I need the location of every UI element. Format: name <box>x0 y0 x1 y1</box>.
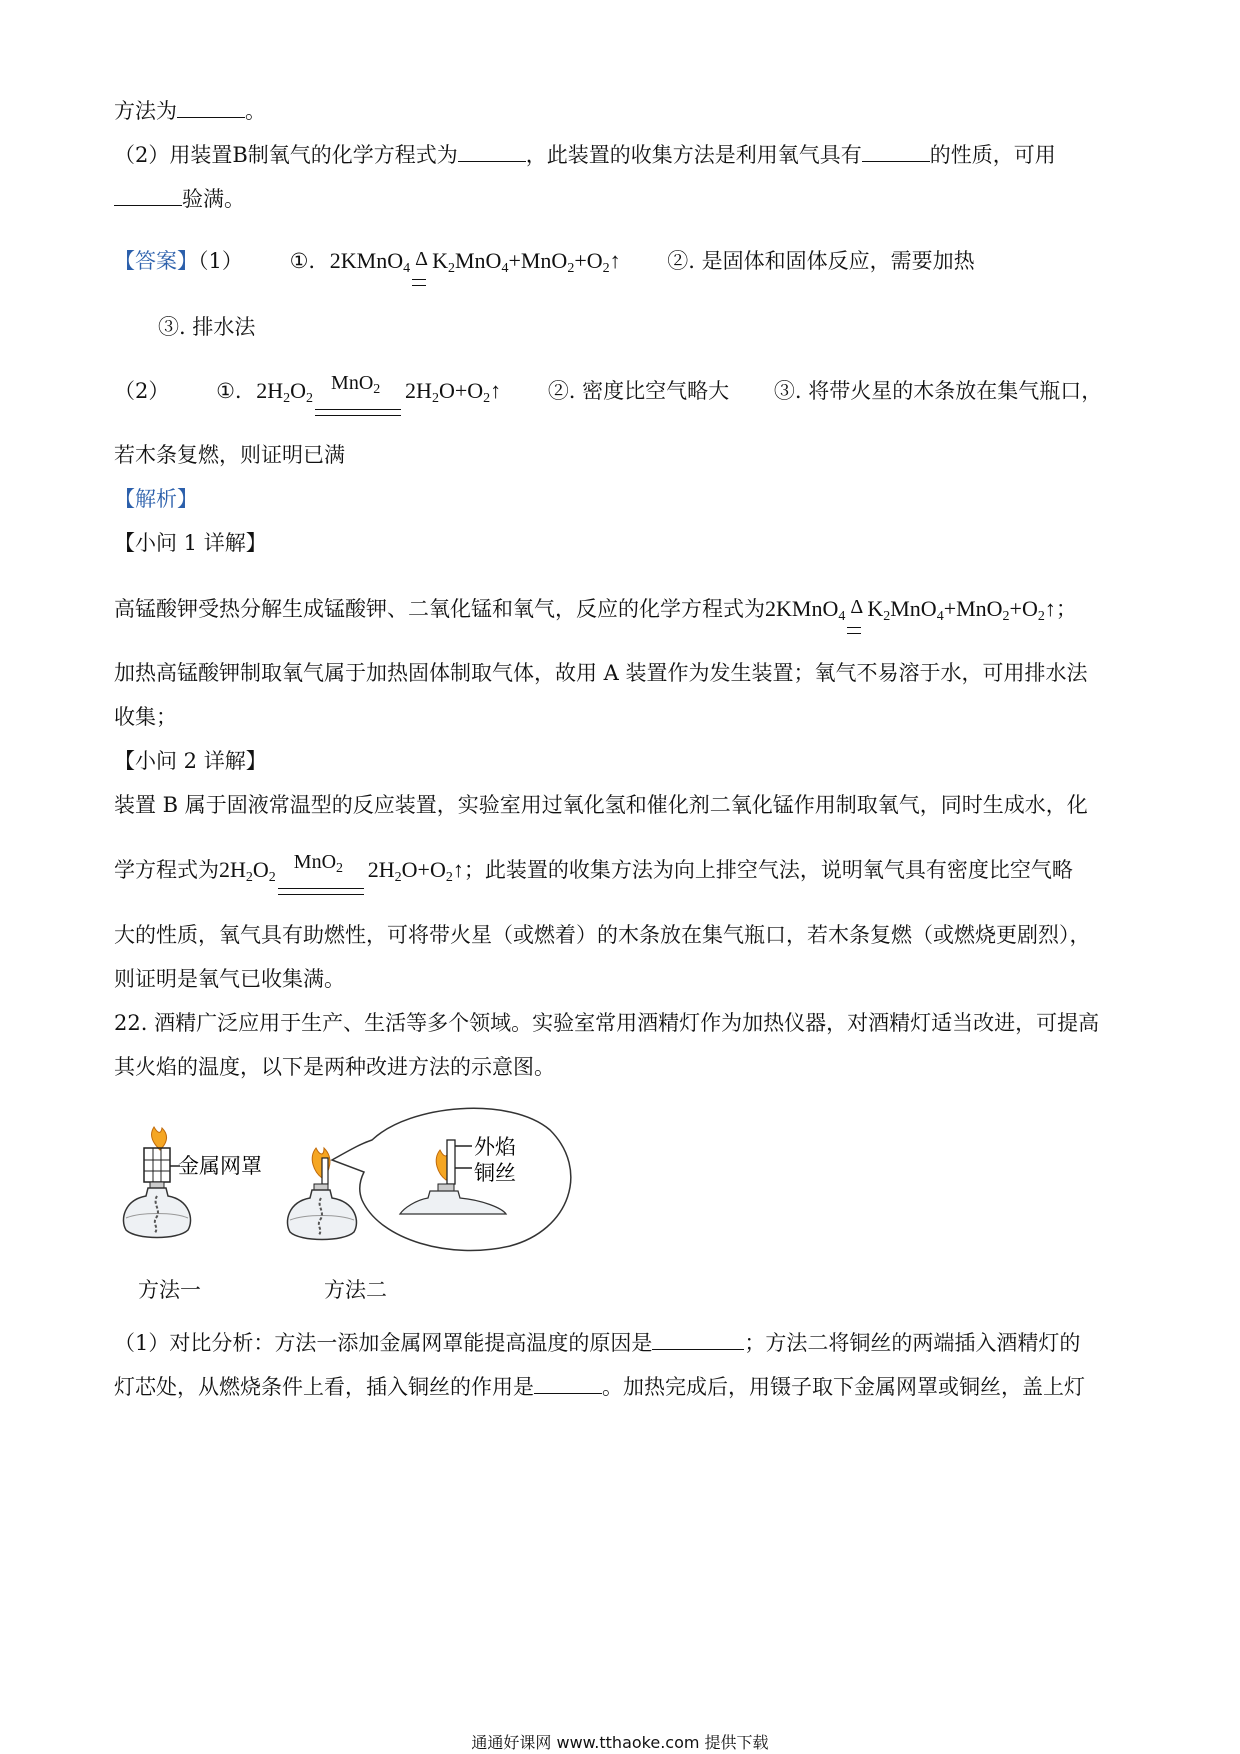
analysis-text: ； <box>1055 597 1077 621</box>
equation-h2o2: $2H_2O_2$ MnO$_2$ $2H_2O+O_2↑$ <box>219 855 464 885</box>
catalyst-text: MnO <box>331 372 374 394</box>
label-outer-flame: 外焰 <box>474 1135 516 1159</box>
q22-text: （1）对比分析：方法一添加金属网罩能提高温度的原因是 <box>114 1331 653 1355</box>
eq-term: O+O <box>401 857 446 882</box>
answer-line-1 <box>114 246 975 276</box>
eq-term: 2H <box>219 857 246 882</box>
analysis-text: 高锰酸钾受热分解生成锰酸钾、二氧化锰和氧气，反应的化学方程式为 <box>114 597 765 621</box>
part-label: （1） <box>198 249 243 273</box>
item-text: ③. 将带火星的木条放在集气瓶口， <box>773 379 1103 403</box>
caption-method-2: 方法二 <box>324 1278 387 1302</box>
catalyst-text: MnO <box>293 851 337 873</box>
q22-part1-line-1 <box>114 1328 1080 1358</box>
eq-term: O+O <box>438 378 484 403</box>
eq-double-bar <box>847 627 861 634</box>
answer-blank <box>114 185 182 206</box>
lamp-method-1 <box>123 1127 190 1238</box>
item-text: 若木条复燃，则证明已满 <box>114 443 345 467</box>
item-text: ③. 排水法 <box>158 315 256 339</box>
answer-blank <box>534 1373 602 1394</box>
item-number: ①. <box>289 249 316 273</box>
answer-line-4 <box>114 440 345 470</box>
gas-arrow: ↑ <box>490 378 502 403</box>
label-metal-mesh: 金属网罩 <box>178 1154 262 1178</box>
item-text: ②. 是固体和固体反应，需要加热 <box>667 249 975 273</box>
metal-mesh-cover <box>144 1148 170 1182</box>
heat-symbol: Δ <box>415 248 428 270</box>
q21-line-3 <box>114 184 245 214</box>
eq-double-bar <box>278 888 364 895</box>
q21-line-2 <box>114 140 1056 170</box>
answer-blank <box>458 141 526 162</box>
eq-term: +MnO <box>508 248 568 273</box>
analysis-2-line-1: 装置 B 属于固液常温型的反应装置，实验室用过氧化氢和催化剂二氧化锰作用制取氧气，同时生成水，化 <box>114 793 1088 817</box>
eq-term: MnO <box>455 248 502 273</box>
answer-blank <box>862 141 930 162</box>
q22-line-2: 其火焰的温度，以下是两种改进方法的示意图。 <box>114 1055 555 1079</box>
label-copper-wire: 铜丝 <box>474 1161 516 1185</box>
eq-term: +O <box>1009 596 1038 621</box>
answer-tag: 【答案】 <box>114 249 198 273</box>
q21-text: （2）用装置B制氧气的化学方程式为 <box>114 143 458 167</box>
equation-kmno4: 2KMnO$_4$ Δ $K_2MnO_4+MnO_2+O_2↑$ <box>330 246 621 276</box>
eq-double-bar <box>412 279 426 286</box>
analysis-1-line-2: 加热高锰酸钾制取氧气属于加热固体制取气体，故用 A 装置作为发生装置；氧气不易溶于水，可用排水法 <box>114 661 1088 685</box>
q21-text: 验满。 <box>182 187 245 211</box>
eq-term: 2H <box>405 378 432 403</box>
eq-double-bar <box>315 409 401 416</box>
q22-line-1: 22. 酒精广泛应用于生产、生活等多个领域。实验室常用酒精灯作为加热仪器，对酒精灯适当改进，可提高 <box>114 1011 1100 1035</box>
subquestion-1-title: 【小问 1 详解】 <box>114 531 267 555</box>
answer-blank <box>177 97 245 118</box>
part-label: （2） <box>114 379 170 403</box>
caption-method-1: 方法一 <box>138 1278 201 1302</box>
catalyst-label: MnO$_2$ <box>331 372 381 397</box>
eq-term: 2KMnO <box>329 248 404 273</box>
gas-arrow: ↑ <box>1044 596 1056 621</box>
analysis-tag: 【解析】 <box>114 487 198 511</box>
catalyst-label: MnO$_2$ <box>293 851 344 876</box>
answer-blank <box>652 1329 744 1350</box>
q22-text: ；方法二将铜丝的两端插入酒精灯的 <box>744 1331 1081 1355</box>
q21-text: 。 <box>245 99 266 123</box>
q22-text: 。加热完成后，用镊子取下金属网罩或铜丝，盖上灯 <box>602 1375 1085 1399</box>
alcohol-lamp-figure <box>110 1100 670 1300</box>
page-footer: 通通好课网 www.tthaoke.com 提供下载 <box>471 1733 769 1752</box>
q22-part1-line-2 <box>114 1372 1085 1402</box>
equation-kmno4: 2KMnO$_4$ Δ $K_2MnO_4+MnO_2+O_2↑$ <box>765 594 1056 624</box>
eq-term: 2H <box>367 857 395 882</box>
equation-h2o2: $2H_2O_2$ MnO$_2$ $2H_2O+O_2↑$ <box>256 376 501 406</box>
eq-term: K <box>432 248 448 273</box>
analysis-text: ；此装置的收集方法为向上排空气法，说明氧气具有密度比空气略 <box>463 858 1073 882</box>
q21-text: 的性质，可用 <box>929 143 1056 167</box>
copper-wire <box>322 1158 328 1184</box>
eq-term: +O <box>574 248 603 273</box>
analysis-text: 学方程式为 <box>114 858 219 882</box>
analysis-2-line-2 <box>114 851 1073 885</box>
subquestion-2-title: 【小问 2 详解】 <box>114 749 267 773</box>
answer-line-2 <box>158 312 255 342</box>
heat-symbol: Δ <box>850 596 864 618</box>
eq-term: 2H <box>256 378 284 403</box>
eq-term: 2KMnO <box>765 596 839 621</box>
item-number: ①. <box>216 379 242 403</box>
eq-term: +MnO <box>943 596 1003 621</box>
analysis-2-line-3: 大的性质，氧气具有助燃性，可将带火星（或燃着）的木条放在集气瓶口，若木条复燃（或燃烧更剧烈）， <box>114 923 1091 947</box>
eq-term: MnO <box>890 596 937 621</box>
eq-term: K <box>867 596 884 621</box>
answer-line-3 <box>114 372 1103 406</box>
analysis-2-line-4: 则证明是氧气已收集满。 <box>114 967 345 991</box>
q21-text: 方法为 <box>114 99 177 123</box>
q22-text: 灯芯处，从燃烧条件上看，插入铜丝的作用是 <box>114 1375 534 1399</box>
analysis-1-line-1 <box>114 594 1077 624</box>
analysis-1-line-3: 收集； <box>114 705 177 729</box>
gas-arrow: ↑ <box>452 857 464 882</box>
q21-line-1 <box>114 96 266 126</box>
item-text: ②. 密度比空气略大 <box>547 379 730 403</box>
q21-text: ，此装置的收集方法是利用氧气具有 <box>525 143 862 167</box>
gas-arrow: ↑ <box>609 248 621 273</box>
